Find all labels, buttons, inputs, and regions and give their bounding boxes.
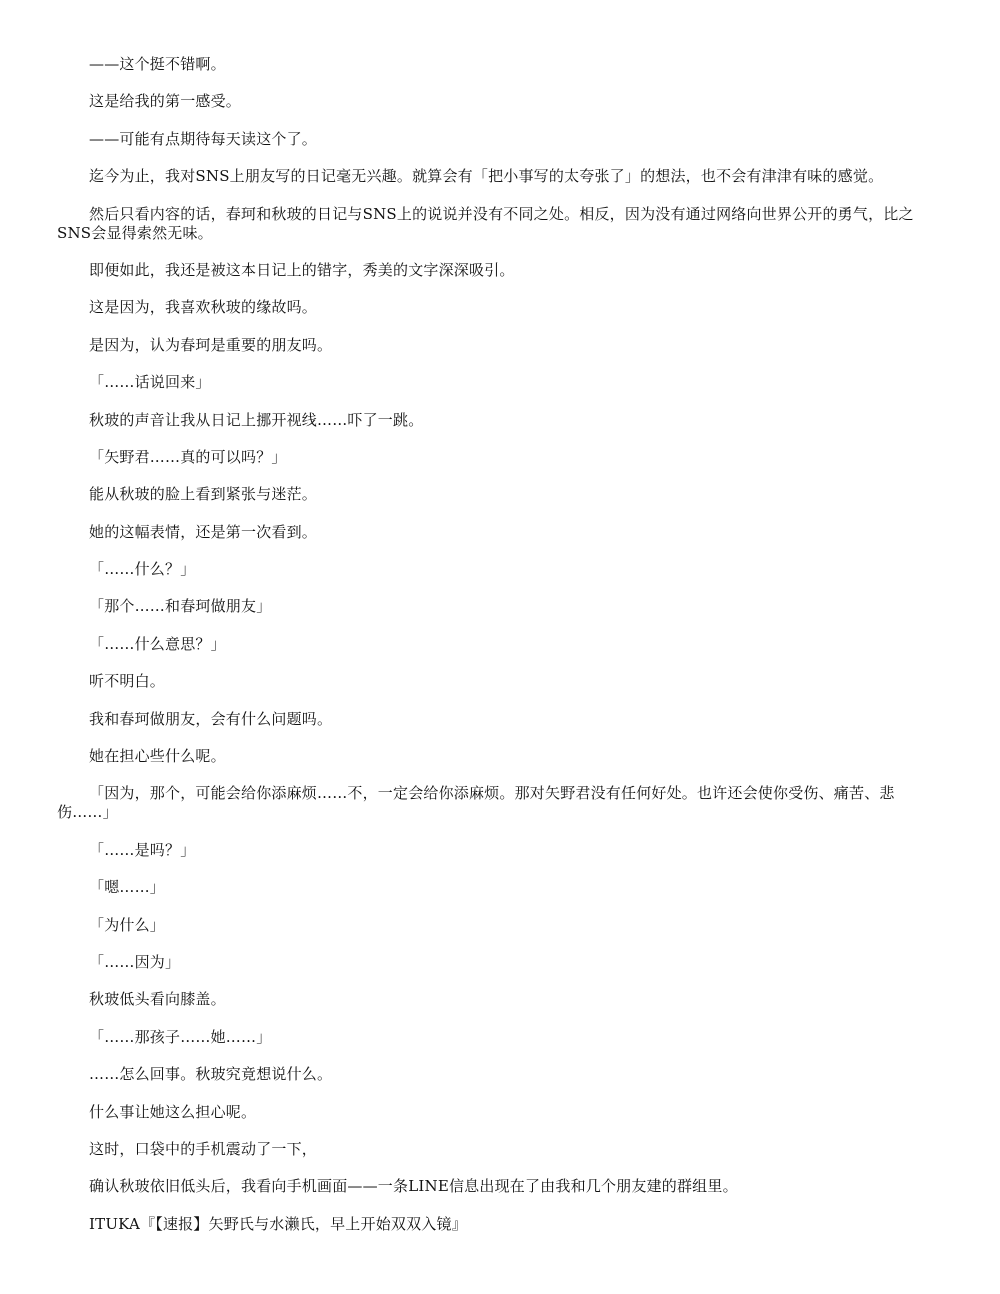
paragraph: ……怎么回事。秋玻究竟想说什么。 [89, 1065, 333, 1084]
paragraph: 她的这幅表情，还是第一次看到。 [89, 522, 318, 541]
paragraph: 秋玻的声音让我从日记上挪开视线……吓了一跳。 [89, 410, 424, 429]
paragraph: 「……因为」 [89, 952, 181, 971]
paragraph: ITUKA『【速报】矢野氏与水濑氏，早上开始双双入镜』 [89, 1214, 467, 1233]
paragraph: 「……那孩子……她……」 [89, 1027, 272, 1046]
paragraph: 听不明白。 [89, 672, 166, 691]
paragraph: 「矢野君……真的可以吗？」 [89, 447, 287, 466]
paragraph: 这是给我的第一感受。 [89, 92, 242, 111]
paragraph: 能从秋玻的脸上看到紧张与迷茫。 [89, 485, 318, 504]
paragraph: 「……是吗？」 [89, 840, 196, 859]
paragraph: 「……话说回来」 [89, 373, 211, 392]
paragraph: 即便如此，我还是被这本日记上的错字，秀美的文字深深吸引。 [89, 260, 515, 279]
paragraph: ——这个挺不错啊。 [89, 55, 226, 73]
paragraph: 「嗯……」 [89, 878, 166, 897]
paragraph: 什么事让她这么担心呢。 [89, 1102, 257, 1121]
paragraph: 确认秋玻依旧低头后，我看向手机画面——一条LINE信息出现在了由我和几个朋友建的群组里。 [89, 1177, 738, 1196]
paragraph: 我和春珂做朋友，会有什么问题吗。 [89, 709, 333, 728]
paragraph: 然后只看内容的话，春珂和秋玻的日记与SNS上的说说并没有不同之处。相反，因为没有通过网络向世界公开的勇气，比之SNS会显得索然无味。 [57, 204, 914, 242]
paragraph: 她在担心些什么呢。 [89, 747, 226, 766]
paragraph: ——可能有点期待每天读这个了。 [89, 129, 318, 148]
paragraph: 这是因为，我喜欢秋玻的缘故吗。 [89, 298, 318, 317]
document-page [57, 55, 947, 1252]
paragraph: 「那个……和春珂做朋友」 [89, 597, 272, 616]
paragraph: 这时，口袋中的手机震动了一下， [89, 1139, 318, 1158]
paragraph: 「……什么？」 [89, 560, 196, 579]
paragraph: 「为什么」 [89, 915, 166, 934]
paragraph: 秋玻低头看向膝盖。 [89, 990, 226, 1009]
paragraph: 「……什么意思？」 [89, 634, 226, 653]
paragraph: 「因为，那个，可能会给你添麻烦……不，一定会给你添麻烦。那对矢野君没有任何好处。也许还会使你受伤、痛苦、悲伤……」 [57, 784, 895, 822]
paragraph: 迄今为止，我对SNS上朋友写的日记毫无兴趣。就算会有「把小事写的太夸张了」的想法，也不会有津津有味的感觉。 [89, 167, 884, 186]
paragraph: 是因为，认为春珂是重要的朋友吗。 [89, 335, 333, 354]
